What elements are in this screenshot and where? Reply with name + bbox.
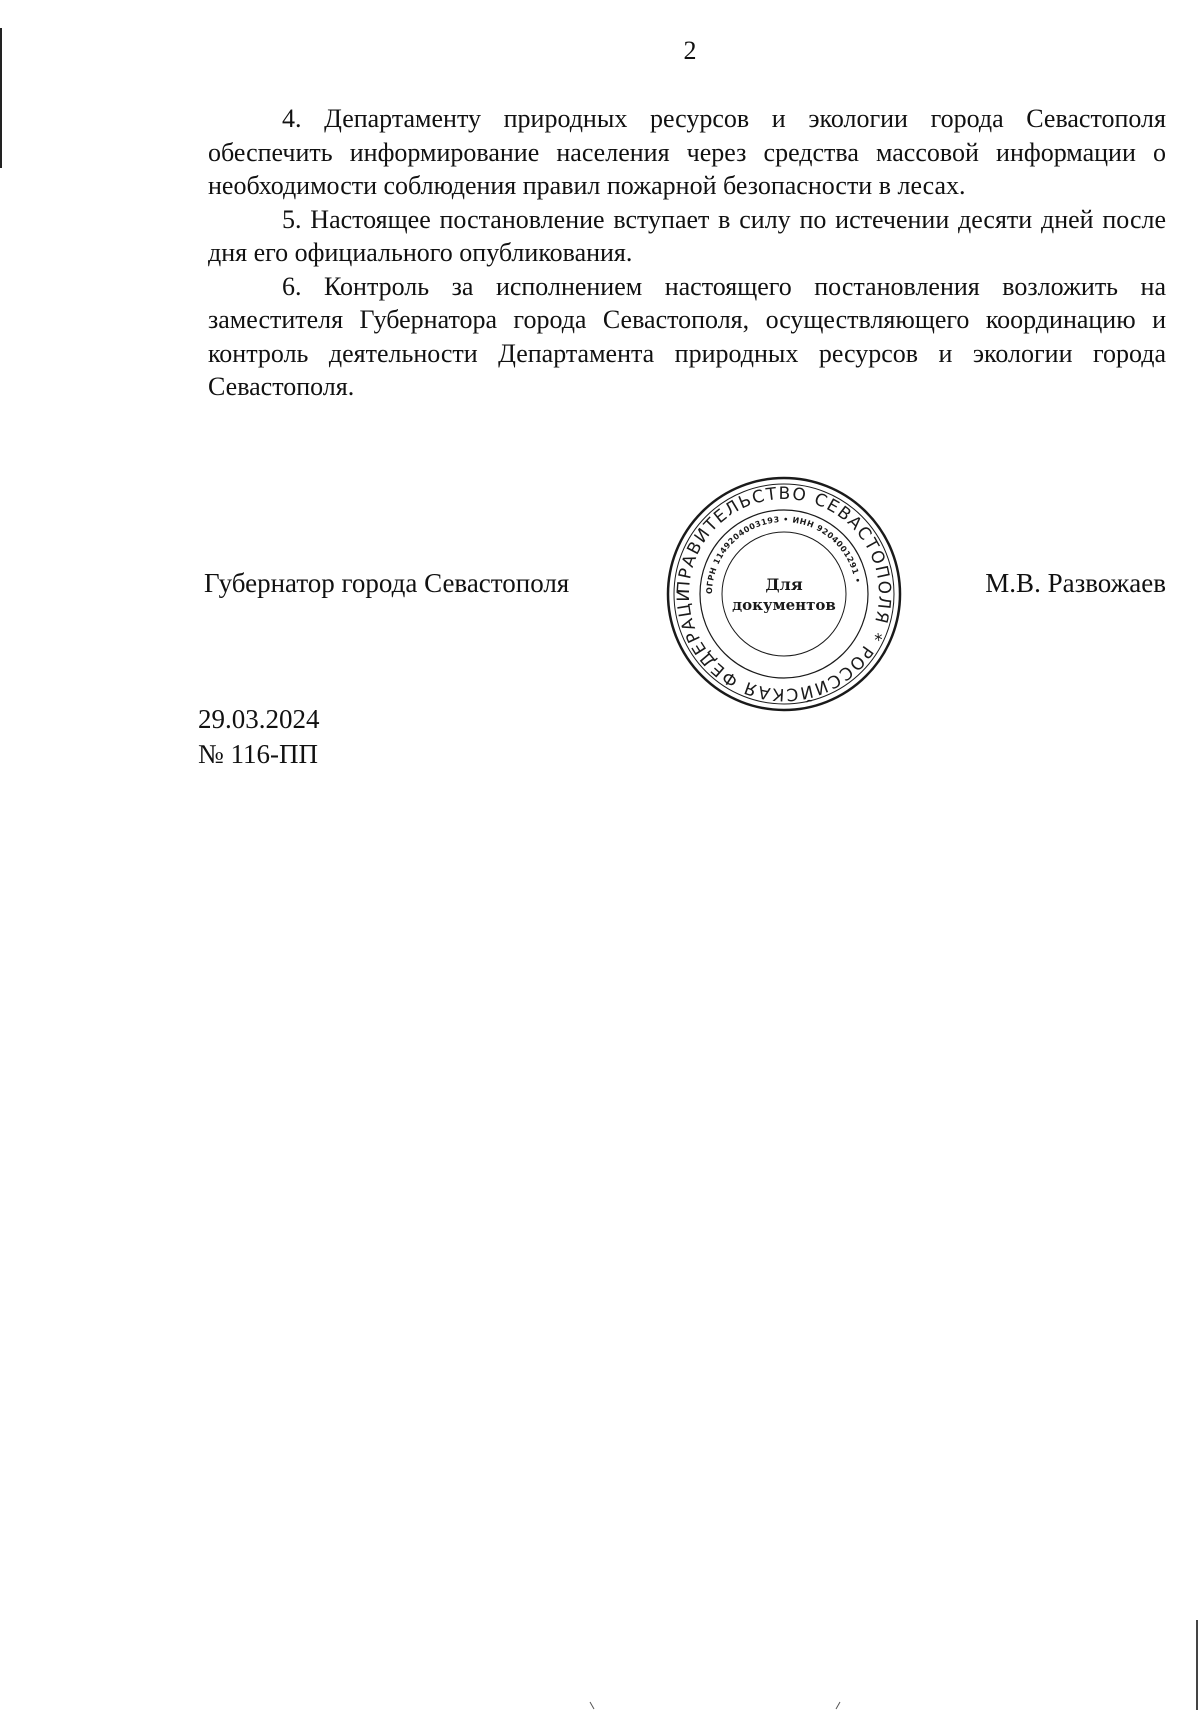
seal-graphic [664, 474, 904, 714]
signatory-name: М.В. Развожаев [985, 568, 1166, 598]
signatory-position: Губернатор города Севастополя [204, 568, 570, 598]
document-date: 29.03.2024 [198, 704, 320, 734]
seal-center-line2: документов [732, 596, 836, 614]
document-body [208, 102, 1166, 404]
paragraph-6: 6. Контроль за исполнением настоящего постановления возложить на заместителя Губернатора города Севастополя, осуществляющего координацию и контроль деятельности Департамента природных ресурсов и экологии города Севастополя. [208, 271, 1166, 401]
seal-outer-text: ПРАВИТЕЛЬСТВО СЕВАСТОПОЛЯ * РОССИЙСКАЯ ФЕДЕРАЦИ [673, 483, 895, 705]
page-number: 2 [683, 36, 697, 65]
scan-artifact [580, 1700, 860, 1710]
document-number: № 116-ПП [198, 739, 318, 769]
document-meta [198, 702, 320, 772]
seal-inner-text: ОГРН 1149204003193 • ИНН 9204001291 • [704, 514, 863, 595]
paragraph-5: 5. Настоящее постановление вступает в силу по истечении десяти дней после дня его официального опубликования. [208, 204, 1166, 267]
scan-edge-mark [1196, 1620, 1198, 1710]
official-seal [664, 474, 904, 714]
seal-center-line1: Для [765, 575, 803, 594]
paragraph-4: 4. Департаменту природных ресурсов и экологии города Севастополя обеспечить информирование населения через средства массовой информации о необходимости соблюдения правил пожарной безопасности в лесах. [208, 104, 1166, 200]
